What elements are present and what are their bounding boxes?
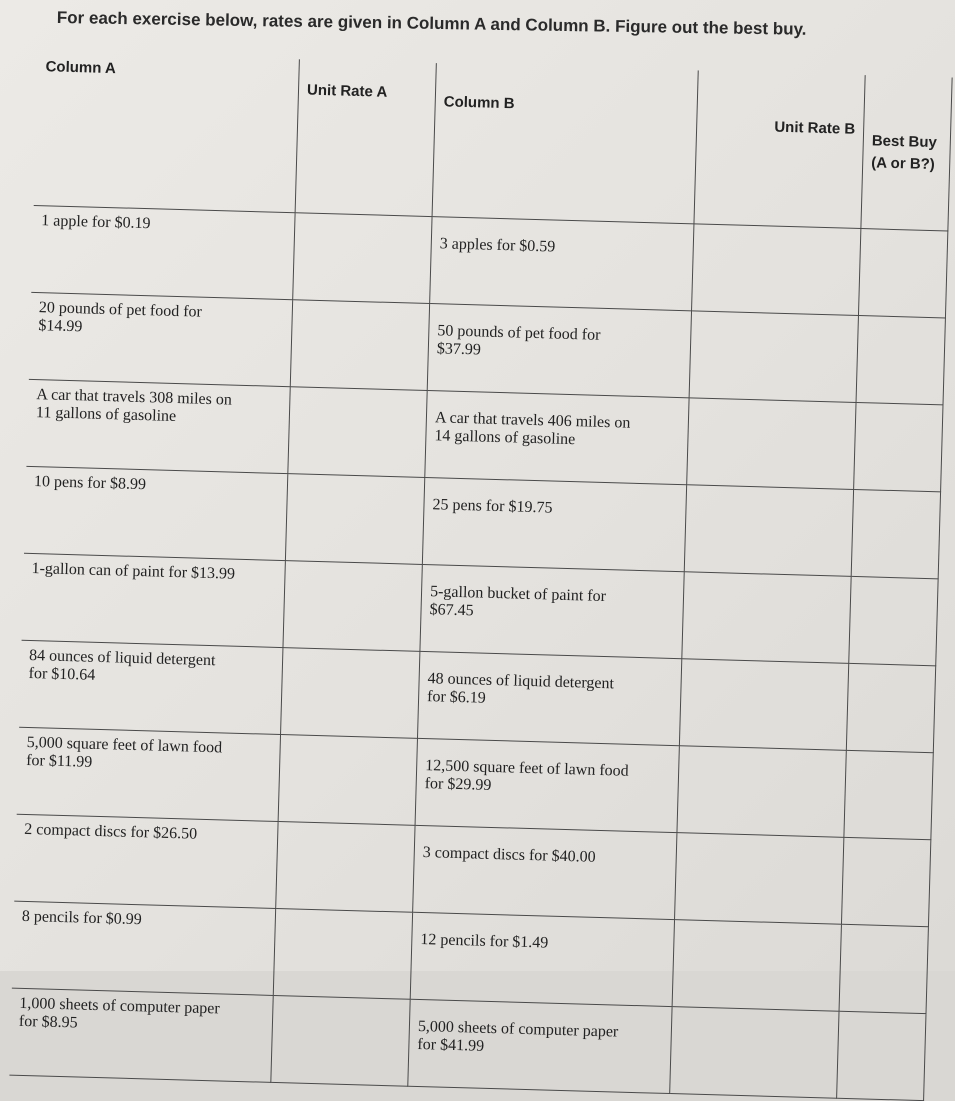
best-buy-cell[interactable] (844, 750, 933, 839)
worksheet-table-area (9, 52, 937, 1101)
column-b-line1: 5,000 sheets of computer paper (417, 1017, 619, 1041)
unit-rate-b-cell[interactable] (687, 398, 856, 490)
best-buy-cell[interactable] (839, 924, 928, 1013)
column-a-line1: 2 compact discs for $26.50 (24, 820, 198, 843)
header-unit-rate-a: Unit Rate A (295, 59, 436, 216)
unit-rate-a-cell[interactable] (290, 300, 429, 391)
column-b-cell (422, 477, 686, 571)
column-a-line1: 20 pounds of pet food for (38, 299, 203, 321)
unit-rate-a-cell[interactable] (288, 387, 427, 478)
column-a-cell (22, 553, 286, 647)
unit-rate-a-cell[interactable] (293, 213, 432, 304)
table-header-row (34, 52, 952, 231)
best-buy-cell[interactable] (856, 316, 945, 405)
column-a-line1: A car that travels 308 miles on (36, 386, 233, 409)
column-a-cell (9, 988, 273, 1082)
column-a-line1: 84 ounces of liquid detergent (28, 646, 216, 670)
unit-rate-a-cell[interactable] (276, 822, 415, 913)
unit-rate-a-cell[interactable] (285, 474, 424, 565)
column-b-line1: A car that travels 406 miles on (434, 409, 631, 432)
column-a-line2: 11 gallons of gasoline (35, 404, 177, 425)
best-buy-table (9, 52, 952, 1101)
header-column-b: Column B (432, 63, 698, 224)
column-b-line2: 14 gallons of gasoline (434, 427, 576, 449)
header-unit-rate-b: Unit Rate B (694, 70, 865, 228)
column-b-line1: 3 apples for $0.59 (439, 235, 556, 256)
column-b-cell (413, 825, 677, 919)
column-b-line1: 48 ounces of liquid detergent (427, 670, 615, 693)
column-a-cell (31, 205, 295, 299)
unit-rate-b-cell[interactable] (672, 920, 841, 1012)
unit-rate-a-cell[interactable] (283, 561, 422, 652)
header-best-buy-line1: Best Buy (871, 132, 938, 152)
column-b-cell (417, 651, 681, 745)
column-a-cell (26, 379, 290, 473)
unit-rate-a-cell[interactable] (281, 648, 420, 739)
column-b-line1: 25 pens for $19.75 (432, 496, 553, 517)
unit-rate-b-cell[interactable] (689, 311, 858, 403)
column-b-line1: 50 pounds of pet food for (437, 322, 601, 344)
column-a-line2: $14.99 (38, 317, 83, 336)
column-a-cell (17, 727, 281, 821)
column-b-cell (415, 738, 679, 832)
unit-rate-b-cell[interactable] (692, 224, 861, 316)
unit-rate-b-cell[interactable] (682, 572, 851, 664)
column-b-cell (425, 390, 689, 484)
column-b-cell (427, 304, 691, 398)
column-a-cell (19, 640, 283, 734)
column-b-line1: 3 compact discs for $40.00 (422, 844, 596, 866)
column-b-cell (410, 912, 674, 1006)
column-b-cell (420, 564, 684, 658)
best-buy-cell[interactable] (849, 576, 938, 665)
column-a-line2: for $8.95 (18, 1012, 78, 1032)
column-b-line1: 12 pencils for $1.49 (420, 931, 549, 952)
column-b-line1: 5-gallon bucket of paint for (429, 583, 607, 606)
column-a-line2: for $11.99 (25, 751, 93, 771)
unit-rate-b-cell[interactable] (684, 485, 853, 577)
column-b-line2: for $41.99 (417, 1035, 485, 1055)
column-b-cell (408, 999, 672, 1093)
unit-rate-b-cell[interactable] (670, 1007, 839, 1099)
header-best-buy-line2: (A or B?) (870, 154, 936, 174)
instructions-text: For each exercise below, rates are given in Column A and Column B. Figure out the best buy. (56, 8, 807, 39)
column-a-line1: 5,000 square feet of lawn food (26, 733, 223, 757)
unit-rate-b-cell[interactable] (677, 746, 846, 838)
header-best-buy (861, 75, 952, 231)
column-b-line1: 12,500 square feet of lawn food (424, 757, 629, 780)
unit-rate-a-cell[interactable] (278, 735, 417, 826)
column-b-line2: $37.99 (436, 340, 482, 359)
column-a-cell (12, 901, 276, 995)
unit-rate-a-cell[interactable] (273, 908, 412, 999)
best-buy-cell[interactable] (851, 489, 940, 578)
column-a-line1: 10 pens for $8.99 (33, 473, 147, 494)
column-a-line1: 1-gallon can of paint for $13.99 (31, 560, 236, 583)
column-b-line2: for $6.19 (426, 688, 487, 707)
column-b-line2: $67.45 (429, 601, 474, 620)
column-a-line1: 8 pencils for $0.99 (21, 907, 143, 929)
best-buy-cell[interactable] (858, 229, 947, 318)
unit-rate-b-cell[interactable] (679, 659, 848, 751)
column-a-line2: for $10.64 (28, 664, 96, 684)
column-a-cell (24, 466, 288, 560)
column-a-cell (14, 814, 278, 908)
column-a-line1: 1,000 sheets of computer paper (19, 994, 220, 1018)
best-buy-cell[interactable] (841, 837, 930, 926)
unit-rate-b-cell[interactable] (675, 833, 844, 925)
column-a-line1: 1 apple for $0.19 (41, 212, 151, 233)
column-a-cell (29, 292, 293, 386)
column-b-cell (430, 217, 694, 311)
unit-rate-a-cell[interactable] (271, 995, 410, 1086)
column-b-line2: for $29.99 (424, 775, 492, 794)
best-buy-cell[interactable] (837, 1011, 926, 1100)
header-column-a: Column A (34, 52, 300, 213)
best-buy-cell[interactable] (854, 402, 943, 491)
best-buy-cell[interactable] (846, 663, 935, 752)
